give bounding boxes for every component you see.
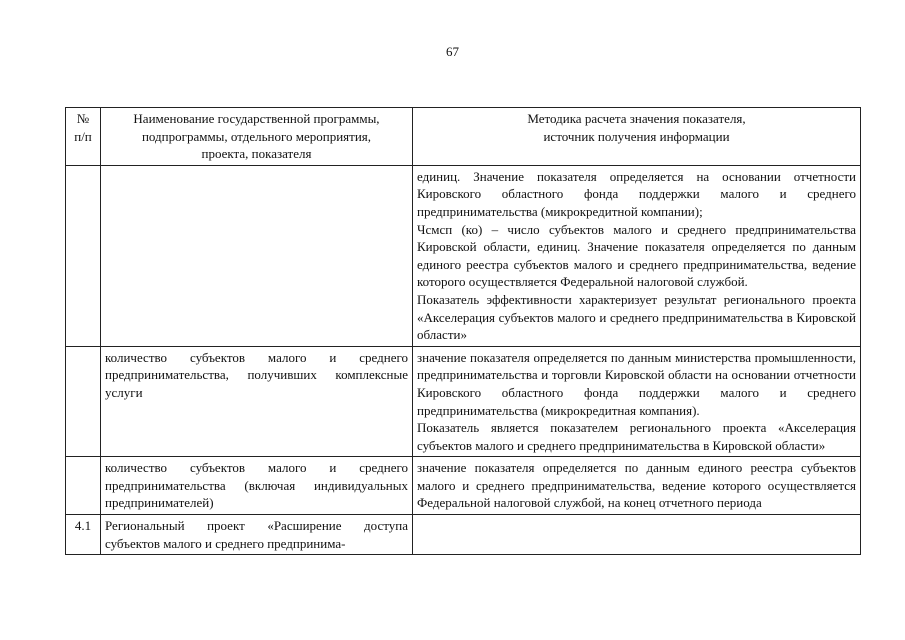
- method-cell: [413, 515, 861, 555]
- table-row: [66, 346, 861, 457]
- row-number: 4.1: [66, 515, 101, 555]
- indicator-name: Региональный проект «Расширение доступа субъектов малого и среднего предпринима-: [101, 515, 413, 555]
- indicator-name: количество субъектов малого и среднего предпринимательства (включая индивидуальных предпринимателей): [101, 457, 413, 515]
- method-paragraph: Чсмсп (ко) – число субъектов малого и среднего предпринимательства Кировской области, единиц. Значение показателя определяется по данным единого реестра субъектов малого и среднего предпринимательства, ведение которого осуществляется Федеральной налоговой службой.: [417, 221, 856, 290]
- method-paragraph: Показатель эффективности характеризует результат регионального проекта «Акселерация субъектов малого и среднего предпринимательства в Кировской области»: [417, 291, 856, 343]
- method-paragraph: значение показателя определяется по данным единого реестра субъектов малого и среднего предпринимательства, ведение которого осуществляется Федеральной налоговой службой, на конец отчетного периода: [417, 460, 856, 511]
- method-paragraph: Показатель является показателем регионального проекта «Акселерация субъектов малого и среднего предпринимательства в Кировской области»: [417, 420, 856, 453]
- method-cell: [413, 165, 861, 346]
- page-number: 67: [446, 44, 459, 59]
- table-row: [66, 457, 861, 515]
- header-number: № п/п: [66, 108, 101, 166]
- method-cell: [413, 346, 861, 457]
- method-paragraph: единиц. Значение показателя определяется на основании отчетности Кировского областного фонда поддержки малого и среднего предпринимательства (микрокредитной компании);: [417, 168, 856, 219]
- row-number: [66, 457, 101, 515]
- row-number: [66, 346, 101, 457]
- table-header-row: [66, 108, 861, 166]
- indicator-name: количество субъектов малого и среднего предпринимательства, получивших комплексные услуги: [101, 346, 413, 457]
- header-name: Наименование государственной программы, подпрограммы, отдельного мероприятия, проекта, показателя: [101, 108, 413, 166]
- table-row: [66, 515, 861, 555]
- methodology-table: [65, 107, 861, 555]
- method-cell: [413, 457, 861, 515]
- indicator-name: [101, 165, 413, 346]
- method-paragraph: значение показателя определяется по данным министерства промышленности, предпринимательства и торговли Кировской области на основании отчетности Кировского областного фонда поддержки малого и среднего предпринимательства (микрокредитная компания).: [417, 349, 856, 418]
- table-row: [66, 165, 861, 346]
- row-number: [66, 165, 101, 346]
- header-method: Методика расчета значения показателя, источник получения информации: [413, 108, 861, 166]
